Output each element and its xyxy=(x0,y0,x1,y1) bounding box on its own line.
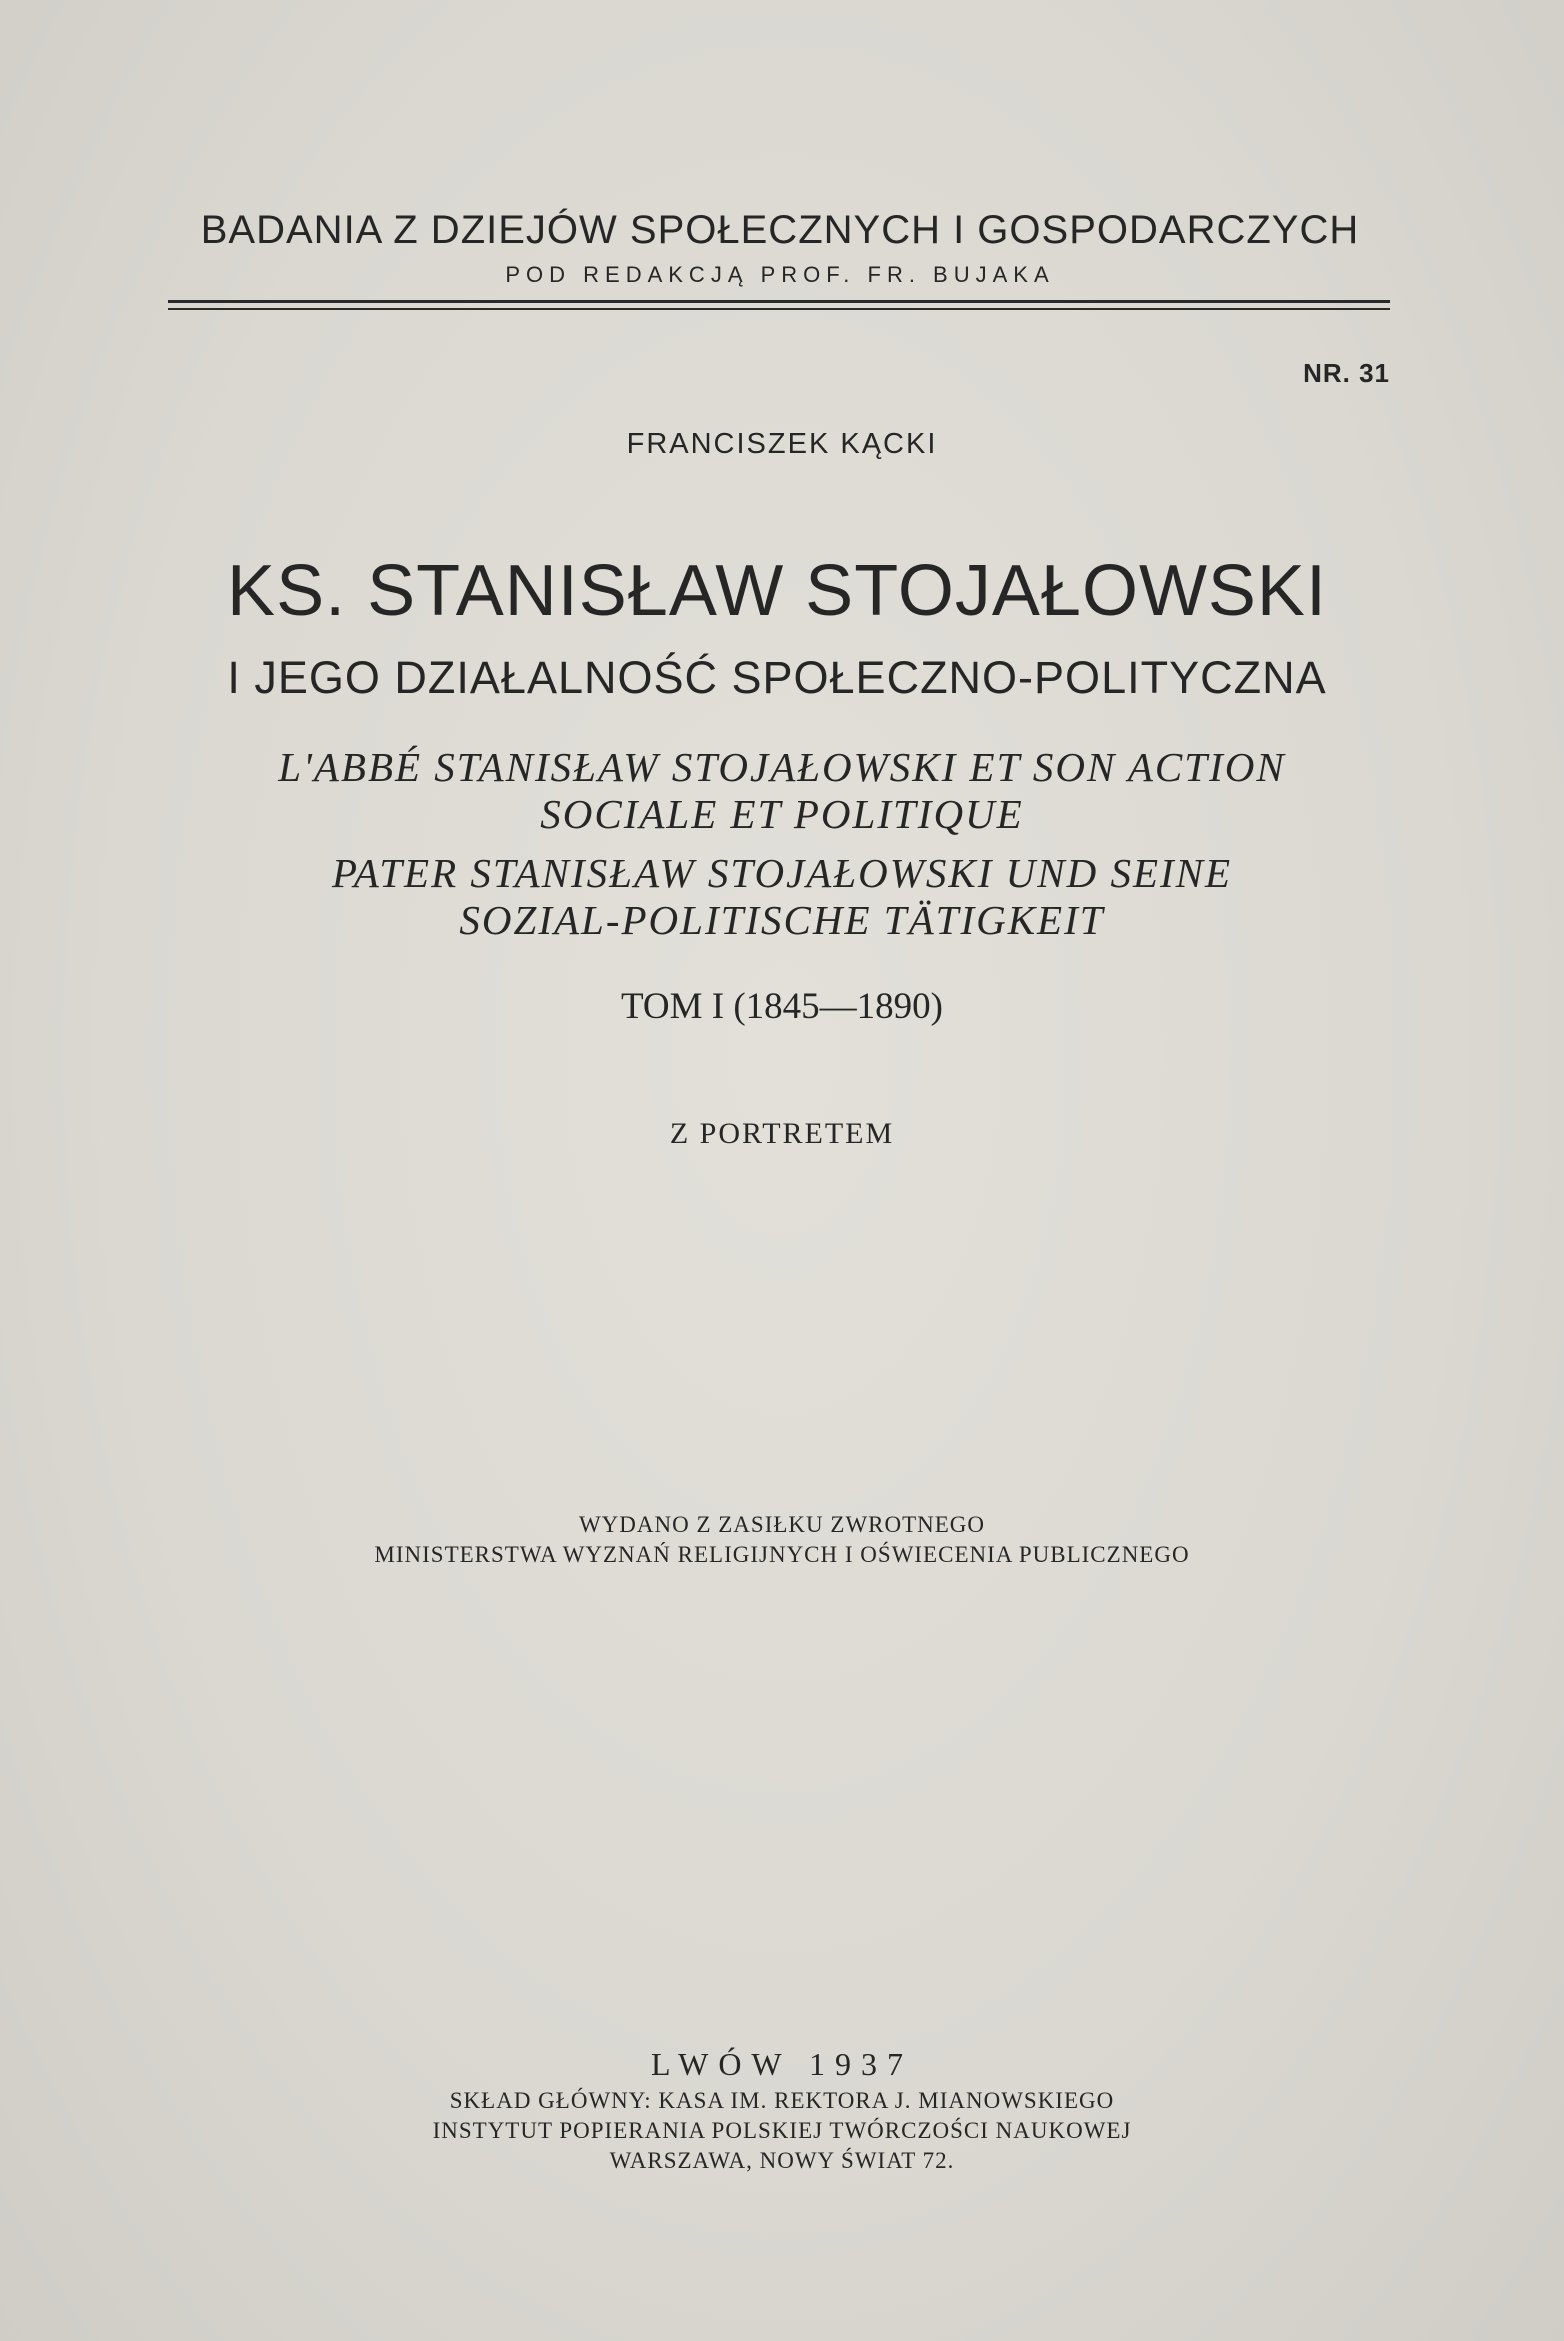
imprint-line-1: SKŁAD GŁÓWNY: KASA IM. REKTORA J. MIANOWSKIEGO xyxy=(449,2088,1115,2113)
author-name: FRANCISZEK KĄCKI xyxy=(626,428,938,460)
volume-label: TOM I (1845—1890) xyxy=(620,986,943,1027)
funding-line-2: MINISTERSTWA WYZNAŃ RELIGIJNYCH I OŚWIECENIA PUBLICZNEGO xyxy=(374,1542,1190,1567)
french-title-line-1: L'ABBÉ STANISŁAW STOJAŁOWSKI ET SON ACTION xyxy=(278,744,1286,790)
german-title-line-1: PATER STANISŁAW STOJAŁOWSKI UND SEINE xyxy=(331,850,1233,896)
funding-line-1: WYDANO Z ZASIŁKU ZWROTNEGO xyxy=(578,1512,986,1537)
book-subtitle: I JEGO DZIAŁALNOŚĆ SPOŁECZNO-POLITYCZNA xyxy=(227,652,1327,703)
german-title-line-2: SOZIAL-POLITISCHE TÄTIGKEIT xyxy=(459,897,1105,943)
portrait-note: Z PORTRETEM xyxy=(669,1117,895,1150)
imprint-city-year: LWÓW 1937 xyxy=(650,2046,914,2082)
series-title: BADANIA Z DZIEJÓW SPOŁECZNYCH I GOSPODARCZYCH xyxy=(200,208,1360,252)
book-title: KS. STANISŁAW STOJAŁOWSKI xyxy=(227,551,1327,631)
french-title-line-2: SOCIALE ET POLITIQUE xyxy=(540,791,1024,837)
series-number: NR. 31 xyxy=(1303,358,1390,388)
double-rule-bottom xyxy=(168,308,1390,310)
imprint-line-2: INSTYTUT POPIERANIA POLSKIEJ TWÓRCZOŚCI NAUKOWEJ xyxy=(432,2118,1132,2143)
imprint-line-3: WARSZAWA, NOWY ŚWIAT 72. xyxy=(609,2148,955,2173)
series-editor: POD REDAKCJĄ PROF. FR. BUJAKA xyxy=(505,262,1055,287)
double-rule-top xyxy=(168,300,1390,303)
